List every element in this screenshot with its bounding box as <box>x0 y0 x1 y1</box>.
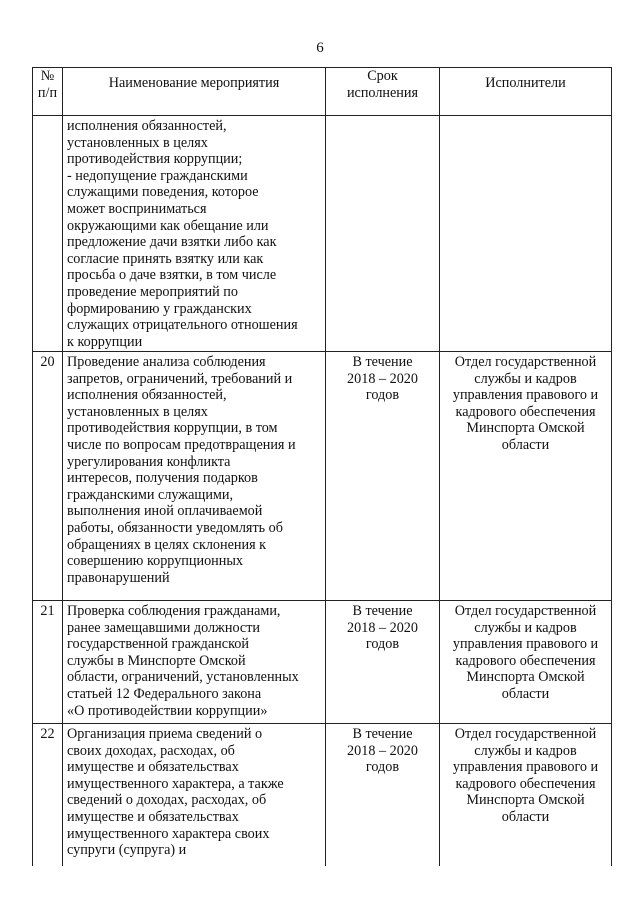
measure-line: имуществе и обязательствах <box>67 759 239 776</box>
measure-line: статьей 12 Федерального закона <box>67 685 262 702</box>
measure-name <box>63 352 326 601</box>
measure-line: - недопущение гражданскими <box>67 167 248 184</box>
measure-line: государственной гражданской <box>67 636 249 653</box>
header-number: № п/п <box>33 68 63 116</box>
measure-line: обращениях в целях склонения к <box>67 536 267 553</box>
measure-line: служащих отрицательного отношения <box>67 317 298 334</box>
measure-line: урегулирования конфликта <box>67 453 231 470</box>
measure-line: может восприниматься <box>67 200 207 217</box>
measure-line: имуществе и обязательствах <box>67 808 239 825</box>
header-executors: Исполнители <box>440 68 612 116</box>
measure-line: интересов, получения подарков <box>67 470 258 487</box>
measures-table <box>32 67 612 866</box>
deadline: В течение 2018 – 2020 годов <box>326 724 440 867</box>
row-number: 20 <box>33 352 63 601</box>
measure-line: противодействия коррупции; <box>67 151 243 168</box>
table-row-20 <box>33 352 612 601</box>
measure-line: Организация приема сведений о <box>67 726 263 742</box>
measure-line: совершению коррупционных <box>67 553 243 570</box>
header-measure-name: Наименование мероприятия <box>63 68 326 116</box>
measure-line: противодействия коррупции, в том <box>67 420 278 437</box>
executors: Отдел государственной службы и кадров управления правового и кадрового обеспечения Минспорта Омской области <box>440 352 612 601</box>
measure-line: «О противодействии коррупции» <box>67 702 268 719</box>
measure-line: просьба о даче взятки, в том числе <box>67 267 277 284</box>
measure-line: выполнения иной оплачиваемой <box>67 503 263 520</box>
row-number <box>33 116 63 352</box>
deadline: В течение 2018 – 2020 годов <box>326 352 440 601</box>
measure-line: ранее замещавшими должности <box>67 619 260 636</box>
measure-line: Проведение анализа соблюдения <box>67 354 266 370</box>
measure-line: к коррупции <box>67 333 143 350</box>
measure-line: сведений о доходах, расходах, об <box>67 792 267 809</box>
executors: Отдел государственной службы и кадров управления правового и кадрового обеспечения Минспорта Омской области <box>440 601 612 724</box>
measure-line: числе по вопросам предотвращения и <box>67 436 296 453</box>
measure-line: формированию у гражданских <box>67 300 252 317</box>
measure-line: области, ограничений, установленных <box>67 669 299 686</box>
executors <box>440 116 612 352</box>
measure-line: своих доходах, расходах, об <box>67 742 235 759</box>
table-row-21 <box>33 601 612 724</box>
measure-line: проведение мероприятий по <box>67 283 238 300</box>
measure-line: окружающими как обещание или <box>67 217 269 234</box>
measure-line: установленных в целях <box>67 403 208 420</box>
measure-line: Проверка соблюдения гражданами, <box>67 603 281 619</box>
executors: Отдел государственной службы и кадров управления правового и кадрового обеспечения Минспорта Омской области <box>440 724 612 867</box>
measure-line: предложение дачи взятки либо как <box>67 234 277 251</box>
page-number: 6 <box>316 40 324 56</box>
measure-line: установленных в целях <box>67 134 208 151</box>
measure-name <box>63 116 326 352</box>
row-number: 21 <box>33 601 63 724</box>
header-deadline: Срок исполнения <box>326 68 440 116</box>
measure-line: имущественного характера своих <box>67 825 270 842</box>
measure-line: исполнения обязанностей, <box>67 118 227 134</box>
measure-line: запретов, ограничений, требований и <box>67 370 293 387</box>
measure-line: супруги (супруга) и <box>67 842 187 859</box>
row-number: 22 <box>33 724 63 867</box>
deadline: В течение 2018 – 2020 годов <box>326 601 440 724</box>
measure-name <box>63 724 326 867</box>
measure-line: исполнения обязанностей, <box>67 387 227 404</box>
measure-line: правонарушений <box>67 569 170 586</box>
measure-name <box>63 601 326 724</box>
table-row-22 <box>33 724 612 867</box>
table-row-continuation <box>33 116 612 352</box>
table-header-row <box>33 68 612 116</box>
deadline <box>326 116 440 352</box>
measure-line: имущественного характера, а также <box>67 775 284 792</box>
measure-line: работы, обязанности уведомлять об <box>67 519 283 536</box>
measure-line: служащими поведения, которое <box>67 184 259 201</box>
measure-line: согласие принять взятку или как <box>67 250 264 267</box>
measure-line: службы в Минспорте Омской <box>67 652 246 669</box>
measure-line: гражданскими служащими, <box>67 486 234 503</box>
